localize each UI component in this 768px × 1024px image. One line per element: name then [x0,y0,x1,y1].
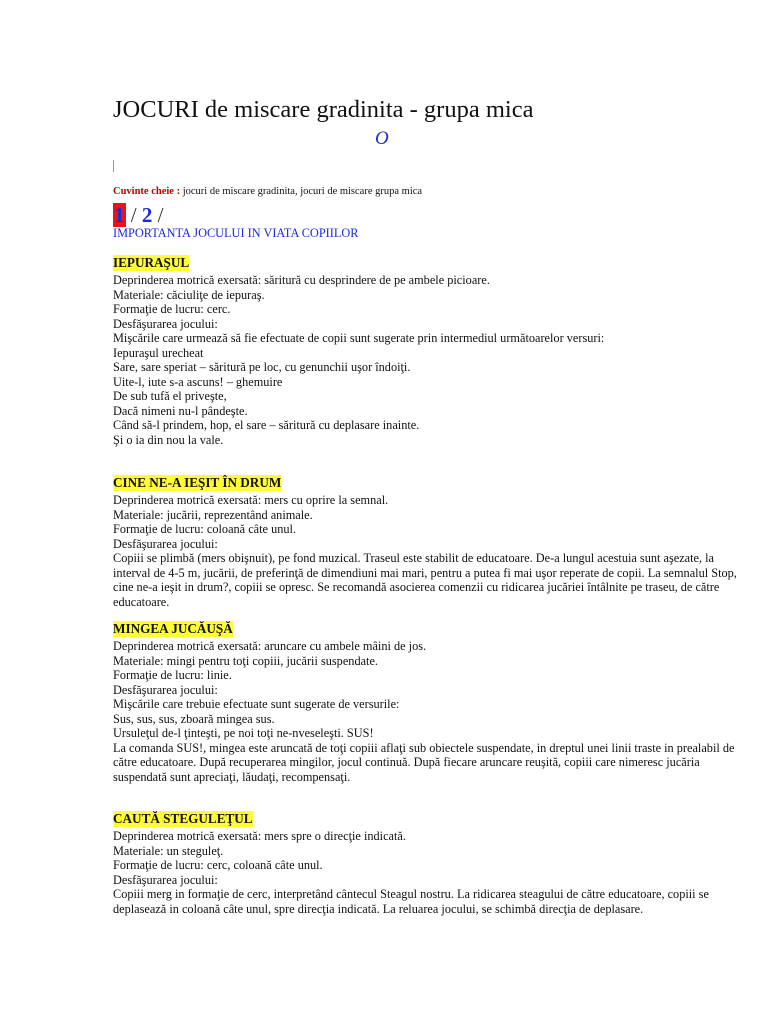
page-navigation [113,203,163,228]
text-line: Desfăşurarea jocului: [113,872,218,887]
text-line: Deprinderea motrică exersată: mers cu oprire la semnal. [113,493,389,507]
text-line: Dacă nimeni nu-l pândeşte. [113,403,248,418]
section-heading: CAUTĂ STEGULEŢUL [113,811,253,826]
section-body [113,829,753,916]
keywords-line [113,186,422,197]
text-line: Desfăşurarea jocului: [113,316,218,331]
text-line: Copiii se plimbă (mers obişnuit), pe fond muzical. Traseul este stabilit de educatoare. De-a lungul acestuia sunt aşezate, la interval de 4-5 m, jucării, de preferinţă de dimendiuni mai mari, pentru a putea fi mai uşor reperate de copii. La semnalul Stop, cine ne-a ieşit in drum?, copiii se opresc. Se recomandă asocierea comenzii cu ridicarea jucăriei întâlnite pe traseu, de către educatoare. [113,551,737,609]
text-line: Formaţie de lucru: linie. [113,668,232,683]
text-cursor [113,160,114,172]
page-link-1[interactable]: 1 [114,203,125,227]
text-line: Ursuleţul de-l ţinteşti, pe noi toţi ne-nveseleşti. SUS! [113,726,374,741]
text-line: Formaţie de lucru: cerc. [113,302,231,317]
importance-link[interactable]: IMPORTANTA JOCULUI IN VIATA COPIILOR [113,226,359,240]
section-heading: IEPURAŞUL [113,255,190,270]
text-line: Când să-l prindem, hop, el sare – săritură cu deplasare inainte. [113,418,420,433]
section-body [113,639,753,784]
page-separator: / [130,203,137,227]
text-line: Mişcările care trebuie efectuate sunt sugerate de versurile: [113,697,400,712]
text-line: Sare, sare speriat – săritură pe loc, cu genunchii uşor îndoiţi. [113,360,411,375]
text-line: Deprinderea motrică exersată: aruncare cu ambele mâini de jos. [113,639,427,653]
section-body [113,273,753,448]
text-line: Mişcările care urmează să fie efectuate de copii sunt sugerate prin intermediul următoarelor versuri: [113,331,605,346]
text-line: Materiale: un steguleţ. [113,843,224,858]
section-cine-ne-a-iesit-in-drum [113,474,753,609]
text-line: Materiale: jucării, reprezentând animale. [113,507,313,522]
section-heading: CINE NE-A IEŞIT ÎN DRUM [113,475,282,490]
page-title: JOCURI de miscare gradinita - grupa mica [113,96,534,123]
section-iepurasul [113,254,753,448]
section-body [113,493,753,609]
text-line: Deprinderea motrică exersată: mers spre o direcţie indicată. [113,829,406,843]
text-line: Iepuraşul urecheat [113,345,204,360]
text-line: Materiale: mingi pentru toţi copiii, jucării suspendate. [113,653,378,668]
page-separator: / [157,203,164,227]
text-line: Formaţie de lucru: coloană câte unul. [113,522,297,537]
decorative-mark: O [375,128,389,149]
text-line: Copiii merg in formaţie de cerc, interpretând cântecul Steagul nostru. La ridicarea steagului de către educatoare, copiii se deplasează in coloană câte unul, spre direcţia indicată. La reluarea jocului, se schimbă direcţia de deplasare. [113,887,709,916]
keywords-label: Cuvinte cheie : [113,186,181,197]
text-line: Desfăşurarea jocului: [113,682,218,697]
text-line: Deprinderea motrică exersată: săritură cu desprindere de pe ambele picioare. [113,273,490,287]
text-line: De sub tufă el priveşte, [113,389,227,404]
text-line: Materiale: căciuliţe de iepuraş. [113,287,265,302]
page-link-2[interactable]: 2 [141,203,153,227]
section-mingea-jucausa [113,620,753,784]
text-line: Uite-l, iute s-a ascuns! – ghemuire [113,374,283,389]
keywords-text: jocuri de miscare gradinita, jocuri de miscare grupa mica [180,186,423,197]
text-line: Sus, sus, sus, zboară mingea sus. [113,711,275,726]
section-cauta-stegueltul [113,810,753,916]
text-line: Şi o ia din nou la vale. [113,433,224,448]
text-line: Desfăşurarea jocului: [113,536,218,551]
section-heading: MINGEA JUCĂUŞĂ [113,621,233,636]
text-line: Formaţie de lucru: cerc, coloană câte unul. [113,858,323,873]
text-line: La comanda SUS!, mingea este aruncată de toţi copiii aflaţi sub obiectele suspendate, in dreptul unei linii traste in prealabil de către educatoare. După recuperarea mingilor, jocul continuă. După fiecare aruncare reuşită, copiii care nimeresc jucăria suspendată sunt apreciaţi, lăudaţi, recompensaţi. [113,740,735,784]
